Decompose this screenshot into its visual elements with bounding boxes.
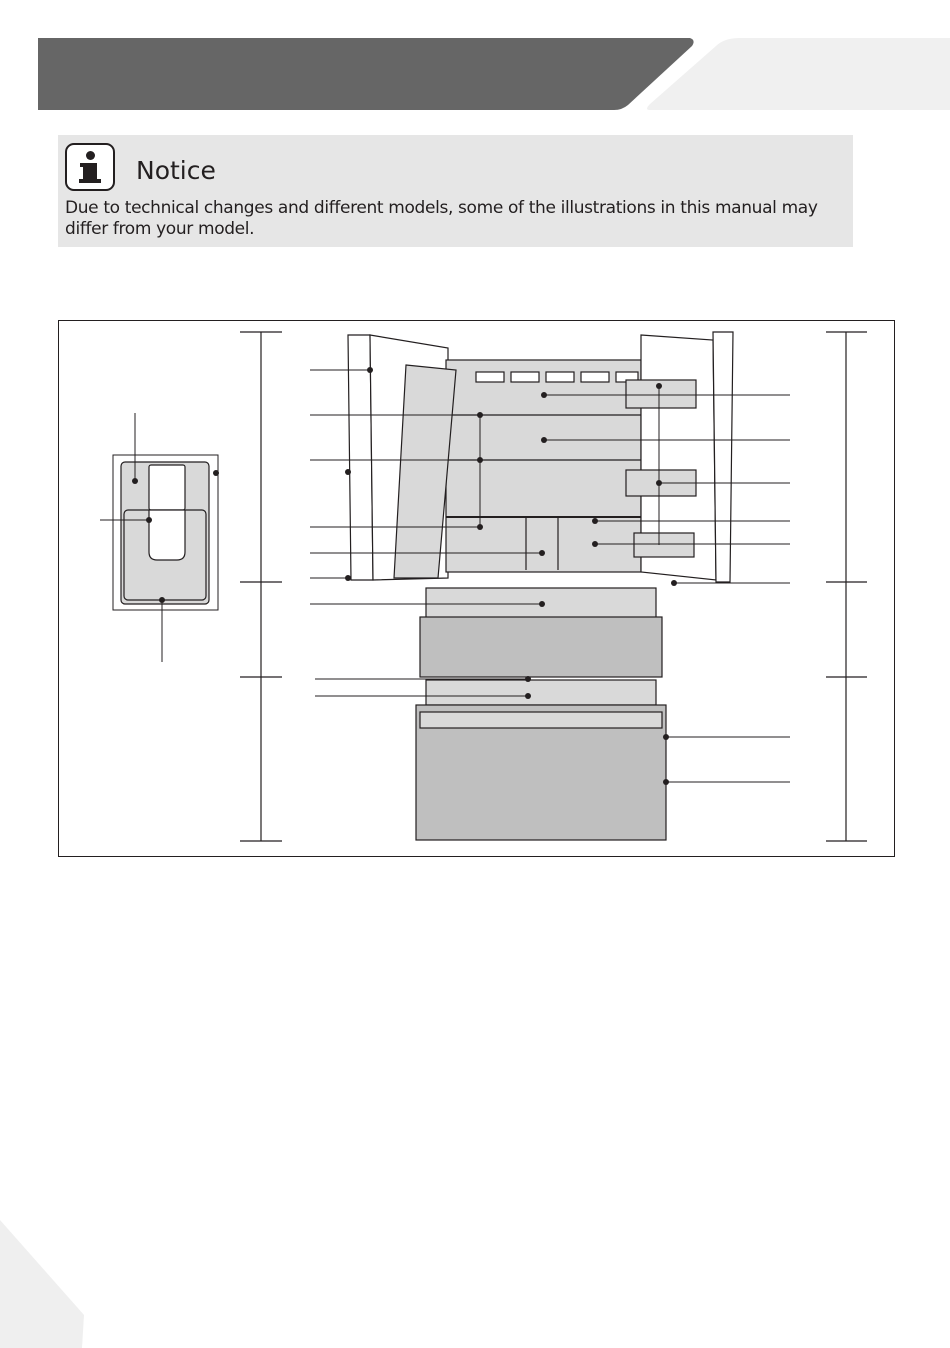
page-corner xyxy=(0,1220,90,1348)
header-band xyxy=(0,0,950,120)
notice-title: Notice xyxy=(136,156,216,185)
bottom-drawer xyxy=(416,705,666,840)
notice-box xyxy=(58,135,853,247)
notice-text: Due to technical changes and different models, some of the illustrations in this manual may differ from your model. xyxy=(65,198,818,239)
info-icon xyxy=(65,143,115,191)
refrigerator-diagram xyxy=(58,320,895,857)
